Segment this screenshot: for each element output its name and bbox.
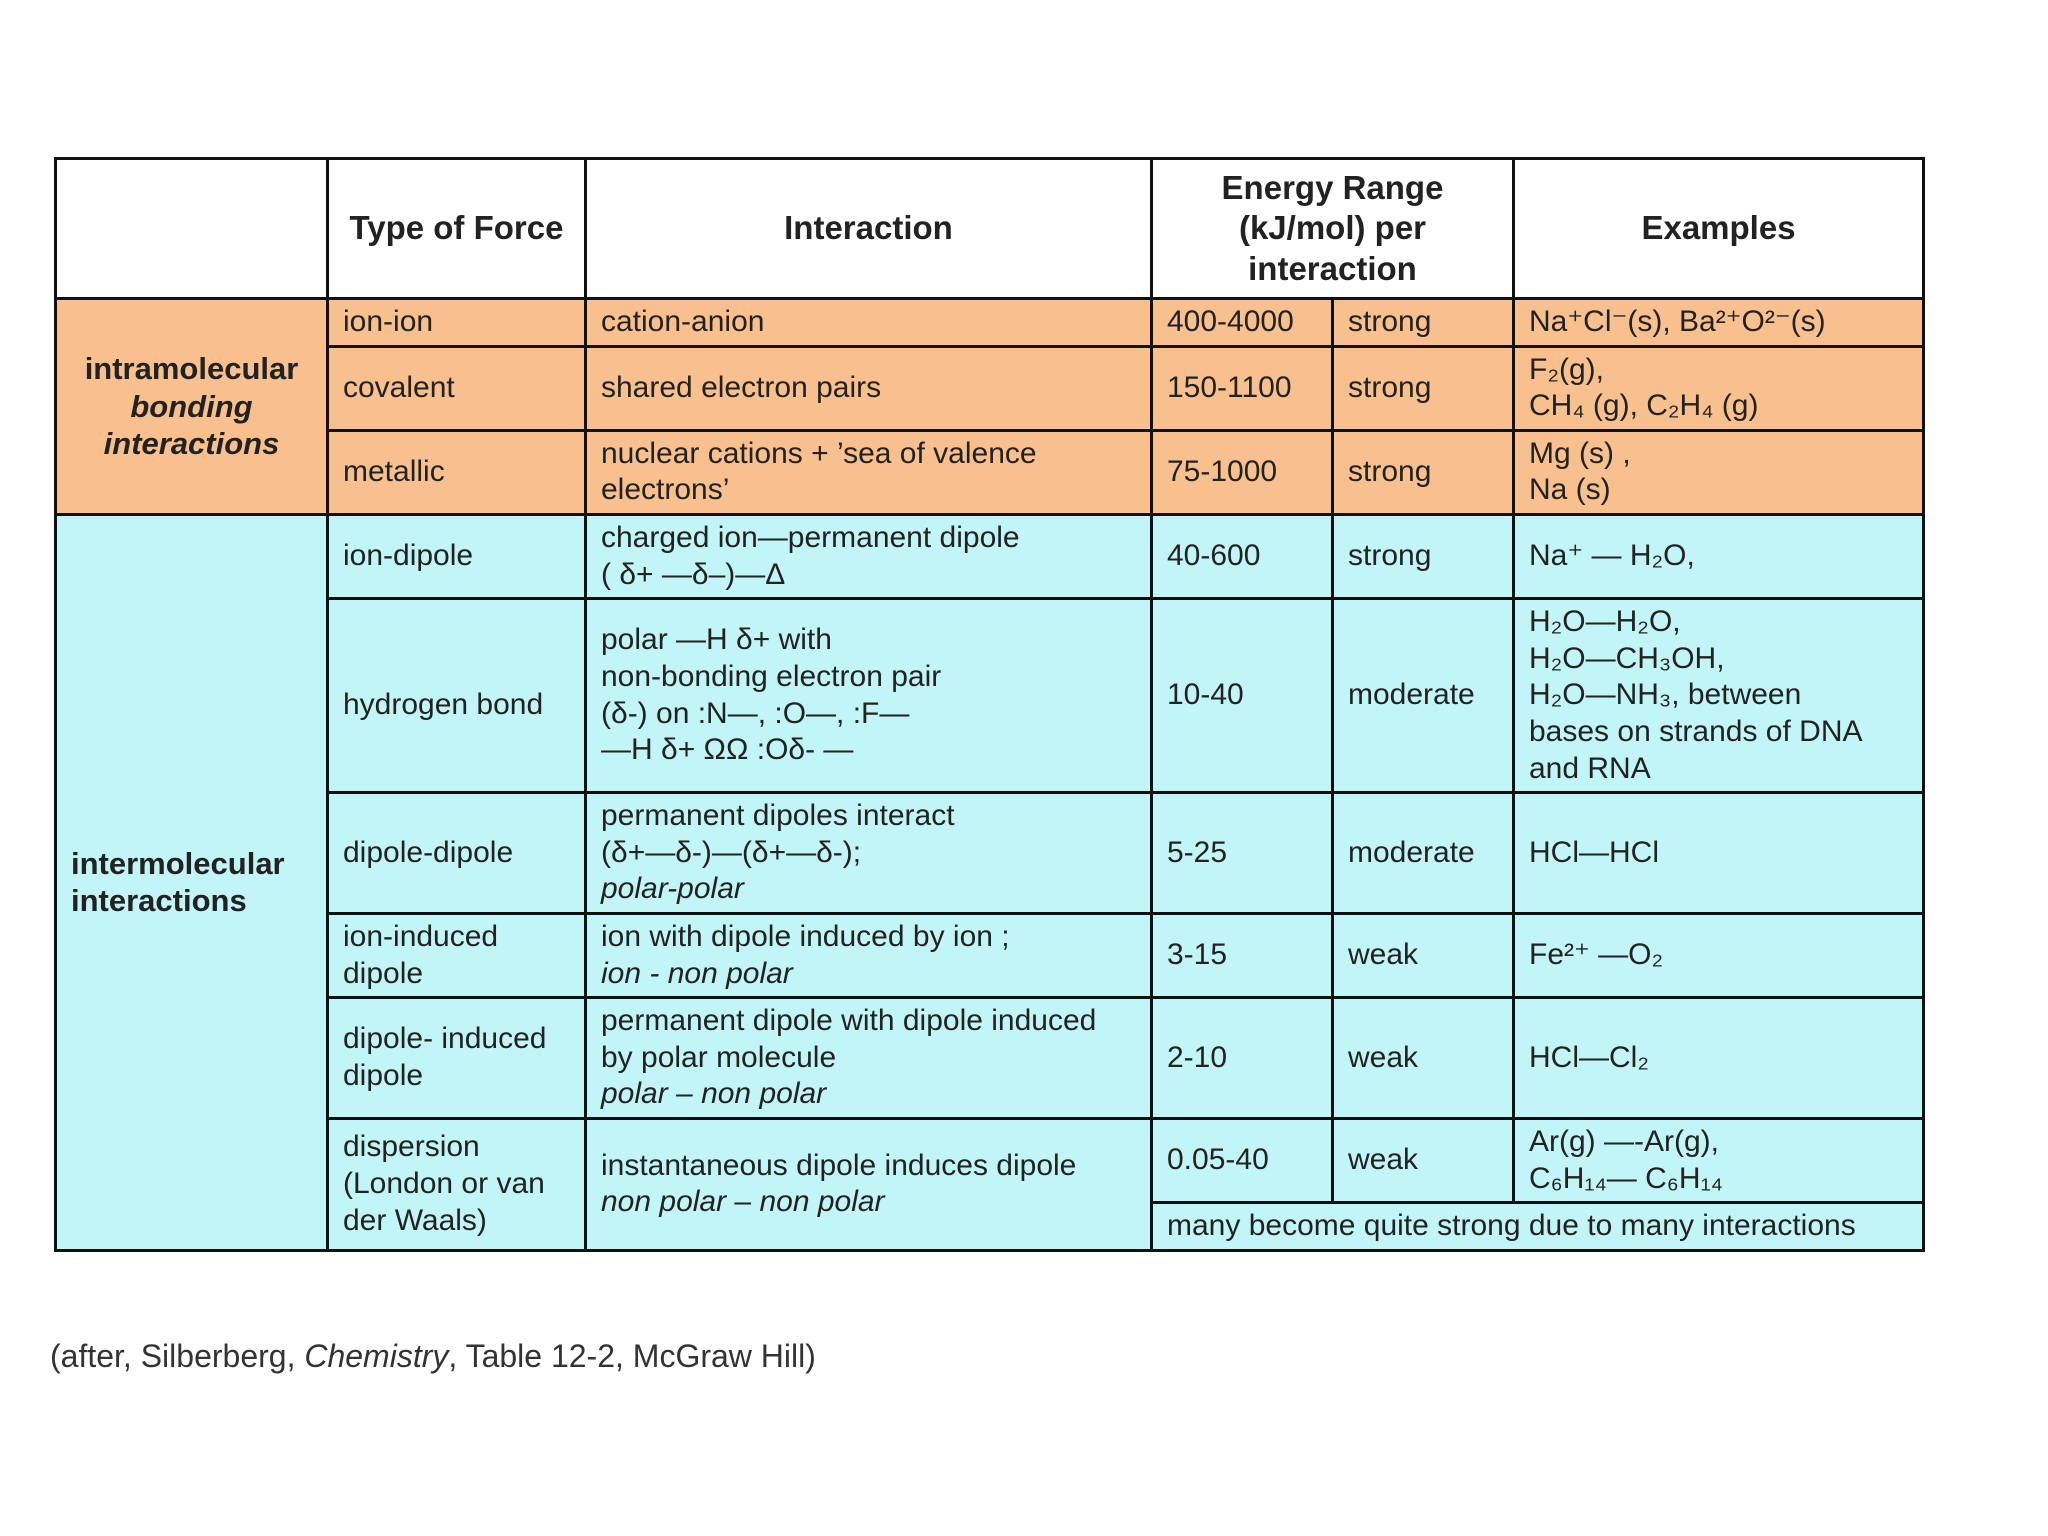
table-row xyxy=(56,599,1924,793)
energy-cell: 2-10 xyxy=(1152,998,1333,1119)
interaction-cell: cation-anion xyxy=(586,299,1152,347)
strength-cell: strong xyxy=(1333,299,1514,347)
table-row xyxy=(56,793,1924,914)
interaction-cell xyxy=(586,793,1152,914)
header-category xyxy=(56,159,328,299)
strength-cell: strong xyxy=(1333,514,1514,598)
interaction-cell: nuclear cations + ’sea of valence electrons’ xyxy=(586,430,1152,514)
table-row xyxy=(56,998,1924,1119)
header-interaction: Interaction xyxy=(586,159,1152,299)
type-line: (London or van xyxy=(343,1167,545,1200)
strength-cell: weak xyxy=(1333,998,1514,1119)
interaction-line: by polar molecule xyxy=(601,1040,837,1074)
type-cell: ion-ion xyxy=(328,299,586,347)
table-row xyxy=(56,299,1924,347)
table-row xyxy=(56,1118,1924,1202)
type-line: dipole xyxy=(343,956,424,990)
interaction-cell xyxy=(586,1118,1152,1250)
header-row xyxy=(56,159,1924,299)
header-type-of-force: Type of Force xyxy=(328,159,586,299)
example-line: H₂O—CH₃OH, xyxy=(1529,641,1725,675)
source-caption xyxy=(50,1338,816,1375)
interaction-line: —H δ+ ΩΩ :Oδ- — xyxy=(601,733,854,767)
interaction-line: permanent dipoles interact xyxy=(601,799,955,833)
table-row xyxy=(56,346,1924,430)
examples-cell xyxy=(1514,599,1924,793)
examples-cell xyxy=(1514,1118,1924,1202)
energy-cell: 40-600 xyxy=(1152,514,1333,598)
interaction-line: permanent dipole with dipole induced xyxy=(601,1004,1097,1038)
type-cell xyxy=(328,998,586,1119)
header-energy-range: Energy Range (kJ/mol) per interaction xyxy=(1152,159,1514,299)
example-line: H₂O—NH₃, between xyxy=(1529,678,1802,712)
table-row xyxy=(56,514,1924,598)
interaction-line: polar – non polar xyxy=(601,1077,827,1111)
caption-book: Chemistry xyxy=(304,1338,449,1374)
type-cell xyxy=(328,913,586,997)
type-cell: covalent xyxy=(328,346,586,430)
example-line: Mg (s) , xyxy=(1529,436,1631,470)
interaction-line: instantaneous dipole induces dipole xyxy=(601,1148,1077,1182)
example-line: and RNA xyxy=(1529,751,1651,785)
energy-cell: 0.05-40 xyxy=(1152,1118,1333,1202)
energy-cell: 3-15 xyxy=(1152,913,1333,997)
category-intermolecular xyxy=(56,514,328,1250)
strength-cell: weak xyxy=(1333,1118,1514,1202)
category-intramolecular xyxy=(56,299,328,515)
category-label: intramolecular xyxy=(84,350,299,386)
interaction-cell xyxy=(586,913,1152,997)
interaction-line: (δ-) on :N—, :O—, :F— xyxy=(601,696,910,730)
example-line: C₆H₁₄— C₆H₁₄ xyxy=(1529,1161,1723,1195)
strength-cell: strong xyxy=(1333,430,1514,514)
examples-cell: Na⁺ — H₂O, xyxy=(1514,514,1924,598)
strength-cell: weak xyxy=(1333,913,1514,997)
energy-cell: 10-40 xyxy=(1152,599,1333,793)
strength-cell: moderate xyxy=(1333,599,1514,793)
interaction-cell xyxy=(586,599,1152,793)
type-cell: dipole-dipole xyxy=(328,793,586,914)
table-row xyxy=(56,913,1924,997)
examples-cell: HCl—Cl₂ xyxy=(1514,998,1924,1119)
caption-suffix: , Table 12-2, McGraw Hill) xyxy=(448,1338,816,1374)
examples-cell: Fe²⁺ —O₂ xyxy=(1514,913,1924,997)
interaction-cell: shared electron pairs xyxy=(586,346,1152,430)
category-label: bonding xyxy=(130,388,253,424)
examples-cell: HCl—HCl xyxy=(1514,793,1924,914)
note-cell: many become quite strong due to many interactions xyxy=(1152,1203,1924,1251)
interaction-line: non polar – non polar xyxy=(601,1185,885,1219)
strength-cell: strong xyxy=(1333,346,1514,430)
example-line: CH₄ (g), C₂H₄ (g) xyxy=(1529,389,1759,423)
interaction-line: polar-polar xyxy=(601,872,744,906)
intermolecular-forces-table xyxy=(54,157,1925,1252)
category-label: interactions xyxy=(71,883,247,919)
header-examples: Examples xyxy=(1514,159,1924,299)
interaction-cell xyxy=(586,998,1152,1119)
example-line: bases on strands of DNA xyxy=(1529,714,1863,748)
type-cell: ion-dipole xyxy=(328,514,586,598)
category-label: intermolecular xyxy=(71,845,285,881)
example-line: F₂(g), xyxy=(1529,352,1604,386)
energy-cell: 75-1000 xyxy=(1152,430,1333,514)
examples-cell xyxy=(1514,430,1924,514)
interaction-line: non-bonding electron pair xyxy=(601,660,942,694)
energy-cell: 400-4000 xyxy=(1152,299,1333,347)
type-cell xyxy=(328,1118,586,1250)
interaction-line: polar —H δ+ with xyxy=(601,623,832,657)
interaction-line: (δ+—δ-)—(δ+—δ-); xyxy=(601,835,862,869)
energy-cell: 150-1100 xyxy=(1152,346,1333,430)
table-row xyxy=(56,430,1924,514)
type-line: dipole xyxy=(343,1059,424,1093)
type-line: ion-induced xyxy=(343,919,499,953)
examples-cell xyxy=(1514,346,1924,430)
interaction-line: charged ion—permanent dipole xyxy=(601,520,1020,554)
examples-cell: Na⁺Cl⁻(s), Ba²⁺O²⁻(s) xyxy=(1514,299,1924,347)
type-line: dispersion xyxy=(343,1130,480,1164)
example-line: Ar(g) —-Ar(g), xyxy=(1529,1124,1719,1158)
caption-prefix: (after, Silberberg, xyxy=(50,1338,305,1374)
category-label: interactions xyxy=(103,426,280,462)
type-cell: metallic xyxy=(328,430,586,514)
interaction-line: ion with dipole induced by ion ; xyxy=(601,919,1010,953)
type-line: der Waals) xyxy=(343,1203,487,1237)
interaction-line: ion - non polar xyxy=(601,956,793,990)
interaction-line: ( δ+ —δ–)—Δ xyxy=(601,557,786,591)
energy-cell: 5-25 xyxy=(1152,793,1333,914)
type-line: dipole- induced xyxy=(343,1022,547,1056)
example-line: Na (s) xyxy=(1529,473,1611,507)
strength-cell: moderate xyxy=(1333,793,1514,914)
interaction-cell xyxy=(586,514,1152,598)
example-line: H₂O—H₂O, xyxy=(1529,605,1681,639)
type-cell: hydrogen bond xyxy=(328,599,586,793)
